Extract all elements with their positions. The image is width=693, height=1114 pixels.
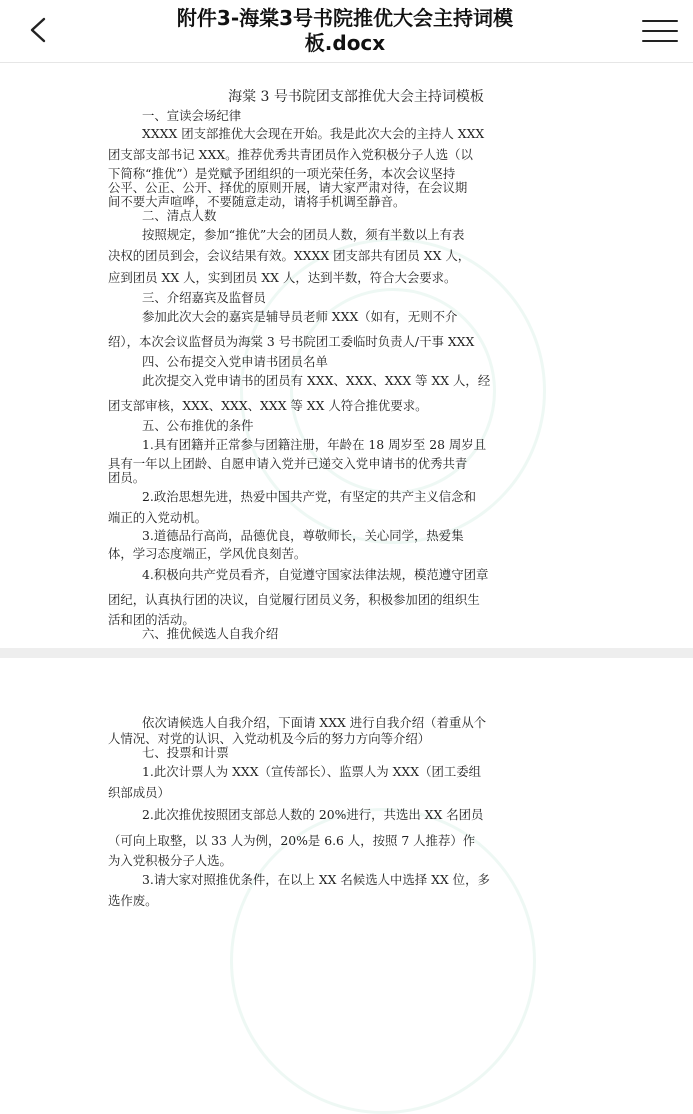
paragraph-line: 活和团的活动。 <box>108 612 195 627</box>
menu-button[interactable] <box>640 16 680 46</box>
page-separator <box>0 648 693 658</box>
paragraph-line: 4.积极向共产党员看齐，自觉遵守国家法律法规，模范遵守团章 <box>142 567 489 582</box>
paragraph-line: 参加此次大会的嘉宾是辅导员老师 XXX（如有，无则不介 <box>142 309 458 324</box>
paragraph-line: 公平、公正、公开、择优的原则开展，请大家严肃对待，在会议期 <box>108 180 468 195</box>
paragraph-line: 3.道德品行高尚，品德优良，尊敬师长，关心同学，热爱集 <box>142 528 464 543</box>
document-body-page-1 <box>108 87 604 641</box>
hamburger-icon-bar <box>642 20 678 22</box>
section-heading: 二、清点人数 <box>142 208 217 223</box>
paragraph-line: 选作废。 <box>108 893 158 908</box>
section-heading: 七、投票和计票 <box>142 745 229 760</box>
paragraph-line: 织部成员） <box>108 785 170 800</box>
paragraph-line: XXXX 团支部推优大会现在开始。我是此次大会的主持人 XXX <box>142 126 485 141</box>
paragraph-line: （可向上取整，以 33 人为例，20%是 6.6 人，按照 7 人推荐）作 <box>108 833 476 848</box>
paragraph-line: 应到团员 XX 人，实到团员 XX 人，达到半数，符合大会要求。 <box>108 270 457 285</box>
section-heading: 三、介绍嘉宾及监督员 <box>142 290 266 305</box>
chevron-left-icon <box>27 16 49 44</box>
document-title-line2: 板.docx <box>304 31 386 55</box>
document-body-page-2 <box>108 714 604 910</box>
paragraph-line: 绍），本次会议监督员为海棠 3 号书院团工委临时负责人/干事 XXX <box>108 334 475 349</box>
paragraph-line: 3.请大家对照推优条件，在以上 XX 名候选人中选择 XX 位，多 <box>142 872 490 887</box>
paragraph-line: 团支部审核，XXX、XXX、XXX 等 XX 人符合推优要求。 <box>108 398 428 413</box>
section-heading: 六、推优候选人自我介绍 <box>142 626 279 641</box>
paragraph-line: 2.此次推优按照团支部总人数的 20%进行，共选出 XX 名团员 <box>142 807 484 822</box>
document-title-line1: 附件3-海棠3号书院推优大会主持词模 <box>176 6 514 30</box>
section-heading: 五、公布推优的条件 <box>142 418 254 433</box>
section-heading: 一、宣读会场纪律 <box>142 108 242 123</box>
paragraph-line: 间不要大声喧哗，不要随意走动，请将手机调至静音。 <box>108 194 406 209</box>
paragraph-line: 2.政治思想先进，热爱中国共产党，有坚定的共产主义信念和 <box>142 489 476 504</box>
paragraph-line: 决权的团员到会，会议结果有效。XXXX 团支部共有团员 XX 人， <box>108 248 471 263</box>
paragraph-line: 1.具有团籍并正常参与团籍注册，年龄在 18 周岁至 28 周岁且 <box>142 437 487 452</box>
paragraph-line: 此次提交入党申请书的团员有 XXX、XXX、XXX 等 XX 人，经 <box>142 373 491 388</box>
top-bar <box>0 0 693 63</box>
paragraph-line: 体，学习态度端正，学风优良刻苦。 <box>108 546 307 561</box>
paragraph-line: 人情况、对党的认识、入党动机及今后的努力方向等介绍） <box>108 731 431 746</box>
paragraph-line: 按照规定，参加“推优”大会的团员人数，须有半数以上有表 <box>142 227 465 242</box>
paragraph-line: 依次请候选人自我介绍，下面请 XXX 进行自我介绍（着重从个 <box>142 715 487 730</box>
hamburger-icon-bar <box>642 30 678 32</box>
document-page-1[interactable] <box>0 63 693 648</box>
paragraph-line: 为入党积极分子人选。 <box>108 853 232 868</box>
document-title <box>110 6 580 56</box>
paragraph-line: 具有一年以上团龄、自愿申请入党并已递交入党申请书的优秀共青 <box>108 456 468 471</box>
paragraph-line: 团纪，认真执行团的决议，自觉履行团员义务，积极参加团的组织生 <box>108 592 480 607</box>
paragraph-line: 团支部支部书记 XXX。推荐优秀共青团员作入党积极分子人选（以 <box>108 147 473 162</box>
paragraph-line: 团员。 <box>108 470 146 485</box>
section-heading: 四、公布提交入党申请书团员名单 <box>142 354 328 369</box>
hamburger-icon-bar <box>642 40 678 42</box>
paragraph-line: 下简称“推优”）是党赋予团组织的一项光荣任务，本次会议坚持 <box>108 166 456 181</box>
paragraph-line: 1.此次计票人为 XXX（宣传部长）、监票人为 XXX（团工委组 <box>142 764 482 779</box>
paragraph-line: 端正的入党动机。 <box>108 510 208 525</box>
document-page-2[interactable] <box>0 658 693 908</box>
back-button[interactable] <box>18 10 58 50</box>
document-heading: 海棠 3 号书院团支部推优大会主持词模板 <box>228 89 484 105</box>
